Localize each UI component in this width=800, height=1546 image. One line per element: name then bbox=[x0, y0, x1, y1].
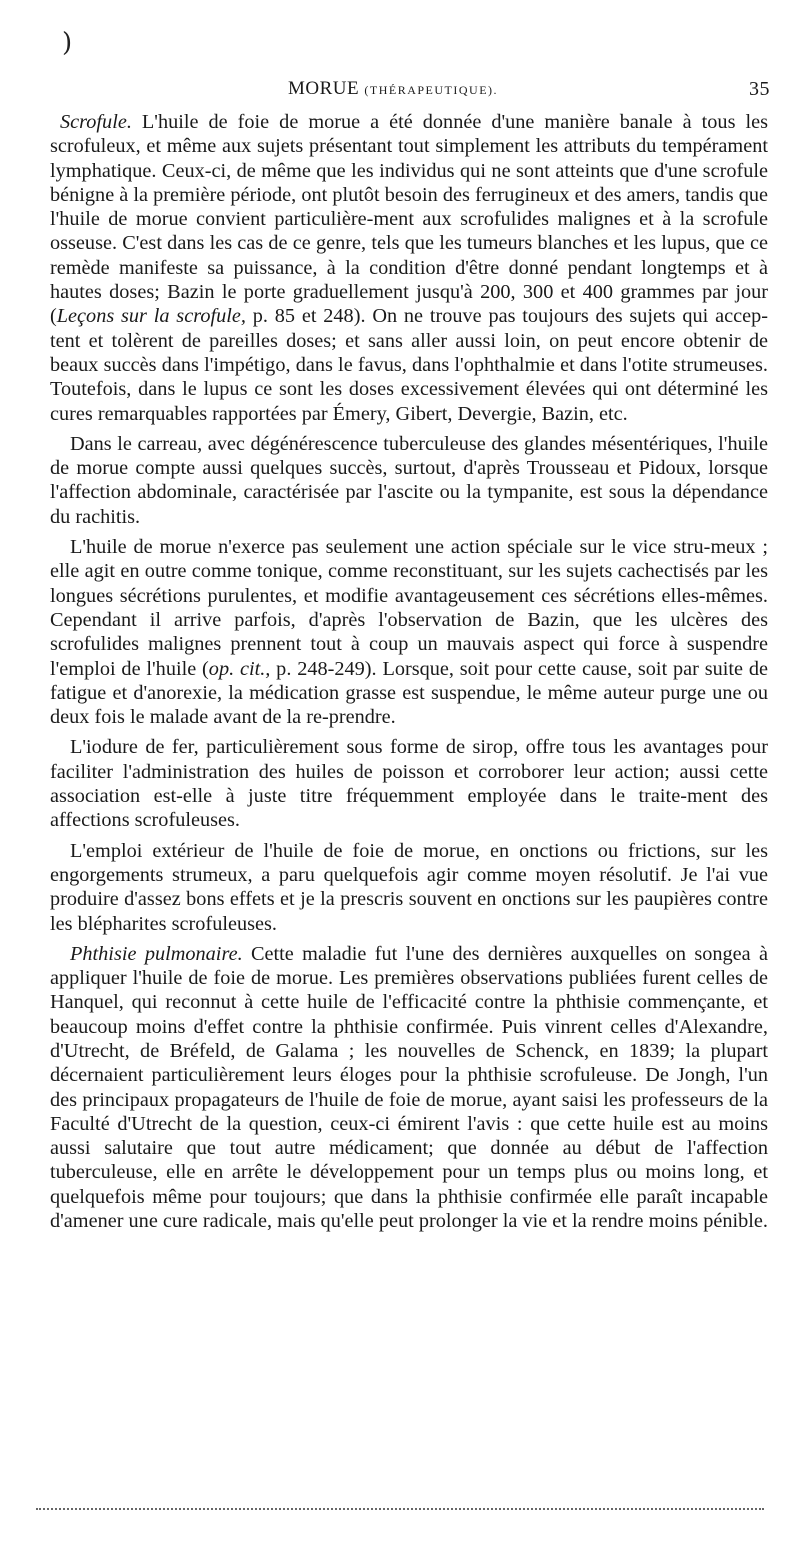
running-header bbox=[50, 78, 770, 106]
margin-mark: ) bbox=[62, 28, 73, 58]
paragraph-huile-action bbox=[50, 535, 768, 729]
page-number: 35 bbox=[749, 78, 770, 100]
paragraph-carreau: Dans le carreau, avec dégénérescence tuberculeuse des glandes mésentériques, l'huile de morue compte aussi quelques succès, surtout, d'après Trousseau et Pidoux, lorsque l'affection abdominale, caractérisée par l'ascite ou la tympanite, est sous la dépendance du rachitis. bbox=[50, 432, 768, 528]
paragraph-text: L'huile de foie de morue a été donnée d'une manière banale à tous les scrofuleux, et même aux sujets présentant tout simplement les attributs du tempérament lymphatique. Ceux-ci, de même que les individus qui ne sont atteints que d'une scrofule bénigne à la première période, ont plutôt besoin des ferrugineux et des amers, tandis que l'huile de morue convient particulière-ment aux scrofulides malignes et à la scrofule osseuse. C'est dans les cas de ce genre, tels que les tumeurs blanches et les lupus, que ce remède manifeste sa puissance, à la condition d'être donné pendant longtemps et à hautes doses; Bazin le porte graduellement jusqu'à 200, 300 et 400 grammes par jour ( bbox=[50, 111, 768, 328]
running-title-main: MORUE bbox=[288, 78, 360, 99]
body-text bbox=[50, 110, 768, 1239]
paragraph-text: Cette maladie fut l'une des dernières auxquelles on songea à appliquer l'huile de foie de morue. Les premières observations publiées furent celles de Hanquel, qui reconnut à cette huile de l'efficacité contre la phthisie commençante, et beaucoup moins d'effet contre la phthisie confirmée. Puis vinrent celles d'Alexandre, d'Utrecht, de Bréfeld, de Galama ; les nouvelles de Schenck, en 1839; la plupart décernaient particulièrement leurs éloges pour la phthisie scrofuleuse. De Jongh, l'un des principaux propagateurs de l'huile de foie de morue, ayant saisi les professeurs de la Faculté d'Utrecht de la question, ceux-ci émirent l'avis : que cette huile est au moins aussi salutaire que tout autre médicament; que donnée au début de l'affection tuberculeuse, elle en arrête le développement pour un temps plus ou moins long, et quelquefois même pour toujours; que dans la phthisie confirmée elle paraît incapable d'amener une cure radicale, mais qu'elle peut prolonger la vie et la rendre moins pénible. bbox=[50, 942, 768, 1233]
paragraph-scrofule bbox=[50, 110, 768, 426]
citation: op. cit., bbox=[208, 657, 271, 680]
citation: Leçons sur la scrofule, bbox=[56, 305, 246, 328]
paragraph-text: L'huile de morue n'exerce pas seulement une action spéciale sur le vice stru-meux ; elle agit en outre comme tonique, comme reconstituant, sur les sujets cachectisés par les longues sécrétions purulentes, et modifie avantageusement ces sécrétions elles-mêmes. Cependant il arrive parfois, d'après l'observation de Bazin, que les ulcères des scrofulides malignes prennent tout à coup un mauvais aspect qui force à suspendre l'emploi de l'huile ( bbox=[50, 536, 768, 680]
paragraph-text: p. 85 et 248). On ne trouve pas toujours des sujets qui accep-tent et tolèrent de pareilles doses; et sans aller aussi loin, on peut encore obtenir de beaux succès dans l'impétigo, dans le favus, dans l'ophthalmie et dans l'otite strumeuses. Toutefois, dans le lupus ce sont les doses excessivement élevées qui ont déterminé les cures remarquables rapportées par Émery, Gibert, Devergie, Bazin, etc. bbox=[50, 305, 768, 425]
paragraph-emploi-exterieur: L'emploi extérieur de l'huile de foie de morue, en onctions ou frictions, sur les engorgements strumeux, a paru quelquefois agir comme moyen résolutif. Je l'ai vue produire d'assez bons effets et je la prescris souvent en onctions sur les paupières contre les blépharites scrofuleuses. bbox=[50, 839, 768, 935]
running-title-sub: (THÉRAPEUTIQUE). bbox=[364, 83, 499, 97]
paragraph-phthisie bbox=[50, 942, 768, 1234]
paragraph-iodure: L'iodure de fer, particulièrement sous forme de sirop, offre tous les avantages pour faciliter l'administration des huiles de poisson et corroborer leur action; aussi cette association est-elle à juste titre fréquemment employée dans le traite-ment des affections scrofuleuses. bbox=[50, 736, 768, 832]
section-lead-phthisie: Phthisie pulmonaire. bbox=[70, 942, 243, 965]
footer-dotted-rule bbox=[36, 1508, 764, 1510]
running-title bbox=[288, 78, 498, 100]
paragraph-text: p. 248-249). Lorsque, soit pour cette cause, soit par suite de fatigue et d'anorexie, la médication grasse est suspendue, le même auteur purge une ou deux fois le malade avant de la re-prendre. bbox=[50, 657, 768, 729]
section-lead-scrofule: Scrofule. bbox=[60, 111, 132, 133]
